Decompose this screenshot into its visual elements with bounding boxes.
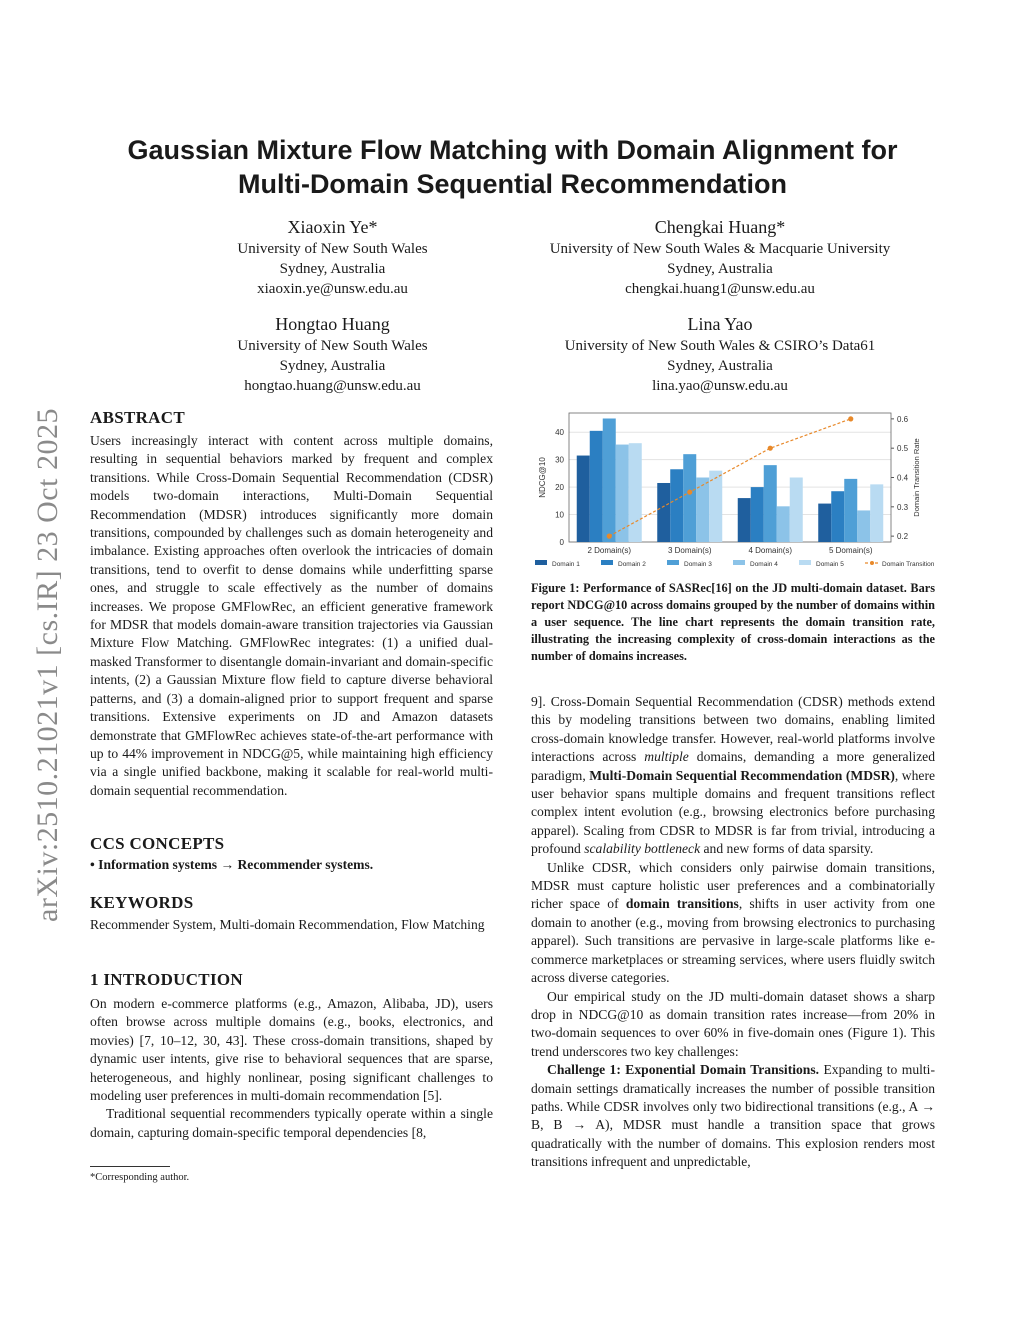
author-email: lina.yao@unsw.edu.au bbox=[652, 378, 788, 394]
y-tick-label: 10 bbox=[555, 510, 564, 520]
bar bbox=[777, 506, 790, 542]
legend-label: Domain 2 bbox=[618, 561, 646, 568]
text-run: , where user behavior spans multiple domains and frequent transitions reflect complex intent evolution (e.g., browsing electronics before purchasing apparel). Scaling from CDSR to MDSR is far from trivial, introducing a profound bbox=[531, 767, 936, 857]
legend-label: Domain Transition bbox=[882, 561, 935, 568]
bar bbox=[790, 478, 803, 543]
bar bbox=[818, 504, 831, 542]
author-affiliation: University of New South Wales & CSIRO’s Data61 bbox=[564, 338, 876, 354]
bar bbox=[709, 471, 722, 542]
ccs-concept: • Information systems → Recommender systems. bbox=[90, 857, 374, 872]
author-email: hongtao.huang@unsw.edu.au bbox=[244, 378, 421, 394]
text-run-bold: domain transitions bbox=[625, 896, 739, 912]
author-email: xiaoxin.ye@unsw.edu.au bbox=[257, 281, 408, 297]
x-tick-label: 3 Domain(s) bbox=[667, 546, 712, 555]
legend-label: Domain 5 bbox=[816, 561, 844, 568]
bar bbox=[616, 445, 629, 542]
legend-label: Domain 4 bbox=[750, 561, 778, 568]
intro-body bbox=[90, 995, 493, 1142]
ndcg-chart bbox=[531, 405, 935, 575]
y-tick-label: 40 bbox=[555, 428, 564, 438]
author-block-1 bbox=[160, 215, 505, 299]
arxiv-stamp-text: arXiv:2510.21021v1 [cs.IR] 23 Oct 2025 bbox=[31, 408, 64, 922]
author-name: Chengkai Huang* bbox=[654, 217, 786, 237]
text-run: and new forms of data sparsity. bbox=[700, 841, 874, 857]
y-tick-label: 30 bbox=[555, 455, 564, 465]
author-block-3 bbox=[160, 312, 505, 396]
right-paragraph-2 bbox=[531, 859, 935, 988]
author-name: Xiaoxin Ye* bbox=[287, 217, 378, 237]
legend-swatch bbox=[799, 560, 811, 565]
keywords-heading: KEYWORDS bbox=[90, 893, 194, 912]
text-run: domains, demanding a more generalized paradigm, bbox=[531, 749, 935, 783]
author-affiliation: University of New South Wales bbox=[237, 241, 428, 257]
x-tick-label: 2 Domain(s) bbox=[587, 546, 632, 555]
intro-paragraph-1: On modern e-commerce platforms (e.g., Amazon, Alibaba, JD), users often browse across multiple domains (e.g., books, electronics, and movies) [7, 10–12, 30, 43]. These cross-domain transitions, shaped by dynamic user intents, give rise to behavioral sequences that are sparse, heterogeneous, and highly nonlinear, posing significant challenges to modeling user preferences in multi-domain recommendation [5]. bbox=[90, 996, 493, 1104]
author-name: Hongtao Huang bbox=[275, 314, 390, 334]
paper-title bbox=[90, 133, 935, 201]
transition-rate-point bbox=[607, 534, 612, 539]
bar bbox=[738, 498, 751, 542]
legend-label: Domain 1 bbox=[552, 561, 580, 568]
x-tick-label: 5 Domain(s) bbox=[828, 546, 873, 555]
arxiv-stamp bbox=[28, 380, 68, 950]
abstract-text: Users increasingly interact with content across multiple domains, resulting in sequential behaviors marked by frequent and complex transitions. While Cross-Domain Sequential Recommendation (CDSR) models two-domain interactions, Multi-Domain Sequential Recommendation (MDSR) introduces significantly more domain transitions, compounded by challenges such as domain heterogeneity and imbalance. Existing approaches often overlook the intricacies of domain transitions, tend to overfit to dense domains while underfitting sparse ones, and struggle to scale effectively as the number of domains increases. We propose GMFlowRec, an efficient generative framework for MDSR that models domain-aware transition trajectories via Gaussian Mixture Flow Matching. GMFlowRec integrates: (1) a unified dual-masked Transformer to disentangle domain-invariant and domain-specific intents, (2) a Gaussian Mixture flow field to capture diverse behavioral patterns, and (3) a domain-aligned prior to support frequent and sparse transitions. Extensive experiments on JD and Amazon datasets demonstrate that GMFlowRec achieves state-of-the-art performance with up to 44% improvement in NDCG@5, while maintaining high efficiency via a single unified backbone, making it scalable for real-world multi-domain sequential recommendation. bbox=[90, 433, 493, 798]
y2-tick-label: 0.4 bbox=[897, 473, 909, 483]
legend-marker bbox=[870, 561, 874, 565]
text-run-bold: Multi-Domain Sequential Recommendation (MDSR) bbox=[589, 767, 895, 783]
keywords-text: Recommender System, Multi-domain Recommendation, Flow Matching bbox=[90, 917, 485, 932]
legend-swatch bbox=[535, 560, 547, 565]
transition-rate-point bbox=[768, 446, 773, 451]
right-paragraph-3: Our empirical study on the JD multi-domain dataset shows a sharp drop in NDCG@10 as domain transition rates increase—from 20% in two-domain sequences to over 60% in five-domain ones (Figure 1). This trend underscores two key challenges: bbox=[531, 988, 935, 1059]
right-column-body bbox=[531, 693, 935, 1172]
x-tick-label: 4 Domain(s) bbox=[748, 546, 793, 555]
bar bbox=[629, 443, 642, 542]
legend-label: Domain 3 bbox=[684, 561, 712, 568]
text-run: , shifts in user activity from one domain to another (e.g., moving from browsing electronics to purchasing apparel). Such transitions are pervasive in large-scale platforms like e-commerce marketplaces or streaming services, where users fluidly switch across diverse categories. bbox=[531, 896, 935, 986]
bar bbox=[870, 484, 883, 542]
y-axis-label: NDCG@10 bbox=[538, 457, 547, 498]
footnote-rule bbox=[90, 1166, 170, 1167]
transition-rate-point bbox=[848, 416, 853, 421]
footnote: *Corresponding author. bbox=[90, 1172, 190, 1183]
legend-swatch bbox=[733, 560, 745, 565]
author-block-4 bbox=[525, 312, 915, 396]
right-paragraph-1 bbox=[531, 693, 935, 859]
bar bbox=[844, 479, 857, 542]
author-location: Sydney, Australia bbox=[279, 261, 386, 277]
text-run-italic: multiple bbox=[644, 749, 689, 765]
ccs-heading: CCS CONCEPTS bbox=[90, 834, 225, 853]
transition-rate-point bbox=[687, 490, 692, 495]
figure-caption: Figure 1: Performance of SASRec[16] on the JD multi-domain dataset. Bars report NDCG@10 across domains grouped by the number of domains within a user sequence. The line chart represents the domain transition rate, illustrating the increasing complexity of cross-domain interactions as the number of domains increases. bbox=[531, 581, 935, 663]
legend-swatch bbox=[667, 560, 679, 565]
figure-1 bbox=[531, 405, 935, 575]
author-affiliation: University of New South Wales bbox=[237, 338, 428, 354]
y2-tick-label: 0.2 bbox=[897, 532, 909, 542]
bar bbox=[590, 431, 603, 542]
y-tick-label: 20 bbox=[555, 483, 564, 493]
ccs-text bbox=[90, 857, 373, 873]
y2-axis-label: Domain Transition Rate bbox=[912, 438, 921, 517]
bar bbox=[751, 487, 764, 542]
text-run-bold: Challenge 1: Exponential Domain Transitions. bbox=[547, 1062, 820, 1078]
bar bbox=[683, 454, 696, 542]
bar bbox=[603, 418, 616, 542]
intro-heading: 1 INTRODUCTION bbox=[90, 970, 243, 989]
y2-tick-label: 0.6 bbox=[897, 414, 909, 424]
bar bbox=[670, 469, 683, 542]
y-tick-label: 0 bbox=[559, 538, 564, 547]
author-name: Lina Yao bbox=[687, 314, 753, 334]
text-run: 9]. Cross-Domain Sequential Recommendation (CDSR) methods extend this by modeling transitions between two domains, enabling limited cross-domain knowledge transfer. However, real-world platforms involve interactions across bbox=[531, 694, 935, 765]
bar bbox=[764, 465, 777, 542]
y2-tick-label: 0.5 bbox=[897, 444, 909, 454]
author-email: chengkai.huang1@unsw.edu.au bbox=[625, 281, 815, 297]
author-affiliation: University of New South Wales & Macquarie University bbox=[549, 241, 891, 257]
right-paragraph-4 bbox=[531, 1061, 935, 1171]
author-location: Sydney, Australia bbox=[279, 358, 386, 374]
transition-rate-line bbox=[609, 419, 851, 536]
text-run: Expanding to multi-domain settings dramatically increases the number of possible transition paths. While CDSR involves only two bidirectional transitions (e.g., A → B, B → A), MDSR must handle a transition space that grows quadratically with the number of domains. This explosion renders most transitions infrequent and unpredictable, bbox=[531, 1062, 935, 1170]
text-run-italic: scalability bottleneck bbox=[584, 841, 701, 857]
bar bbox=[857, 510, 870, 542]
author-location: Sydney, Australia bbox=[667, 358, 773, 374]
title-line-2: Multi-Domain Sequential Recommendation bbox=[237, 169, 788, 199]
text-run: Unlike CDSR, which considers only pairwise domain transitions, MDSR must capture holistic user preferences and a combinatorially richer space of bbox=[531, 859, 935, 912]
title-line-1: Gaussian Mixture Flow Matching with Domain Alignment for bbox=[127, 135, 898, 165]
bar bbox=[657, 483, 670, 542]
intro-paragraph-2: Traditional sequential recommenders typically operate within a single domain, capturing domain-specific temporal dependencies [8, bbox=[90, 1106, 493, 1140]
legend-swatch bbox=[601, 560, 613, 565]
author-block-2 bbox=[525, 215, 915, 299]
author-location: Sydney, Australia bbox=[667, 261, 773, 277]
abstract-heading: ABSTRACT bbox=[90, 408, 185, 427]
bar bbox=[831, 491, 844, 542]
bar bbox=[577, 456, 590, 542]
y2-tick-label: 0.3 bbox=[897, 502, 909, 512]
